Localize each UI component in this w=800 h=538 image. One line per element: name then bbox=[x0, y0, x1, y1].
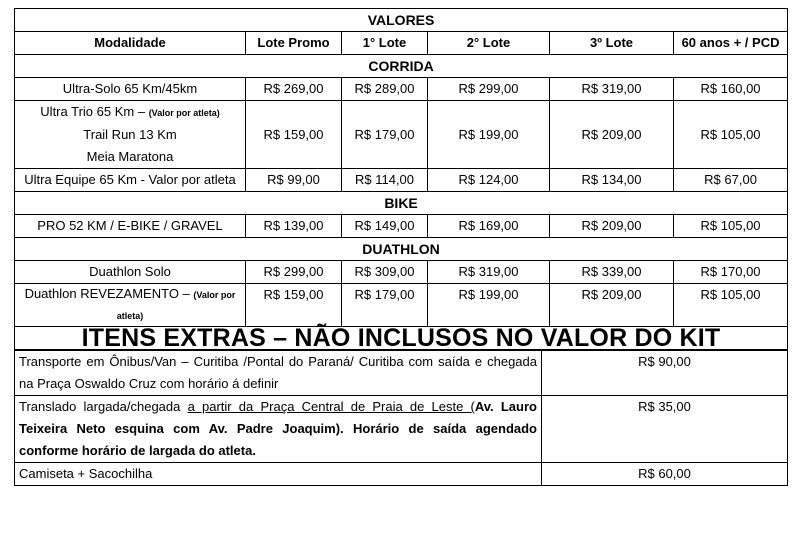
price-cell: R$ 169,00 bbox=[428, 215, 550, 238]
modality-name bbox=[15, 101, 246, 169]
extra-price: R$ 35,00 bbox=[542, 396, 788, 463]
price-cell: R$ 160,00 bbox=[674, 78, 788, 101]
price-cell: R$ 269,00 bbox=[246, 78, 342, 101]
section-bike: BIKE bbox=[15, 192, 788, 215]
modality-note: (Valor por atleta) bbox=[116, 290, 236, 321]
price-cell: R$ 319,00 bbox=[428, 261, 550, 284]
extra-description bbox=[15, 396, 542, 463]
extras-table bbox=[14, 350, 788, 486]
price-cell: R$ 134,00 bbox=[550, 169, 674, 192]
modality-line: Trail Run 13 Km bbox=[83, 127, 177, 142]
price-cell: R$ 209,00 bbox=[550, 284, 674, 327]
header-row bbox=[15, 32, 788, 55]
extra-desc-part: Translado largada/chegada bbox=[19, 399, 188, 414]
col-header: Lote Promo bbox=[246, 32, 342, 55]
price-cell: R$ 105,00 bbox=[674, 101, 788, 169]
price-cell: R$ 199,00 bbox=[428, 101, 550, 169]
price-cell: R$ 179,00 bbox=[342, 101, 428, 169]
price-sheet bbox=[14, 8, 787, 486]
price-cell: R$ 299,00 bbox=[428, 78, 550, 101]
extra-description: Camiseta + Sacochilha bbox=[15, 463, 542, 486]
price-cell: R$ 105,00 bbox=[674, 284, 788, 327]
col-header: Modalidade bbox=[15, 32, 246, 55]
section-corrida: CORRIDA bbox=[15, 55, 788, 78]
price-cell: R$ 139,00 bbox=[246, 215, 342, 238]
price-cell: R$ 149,00 bbox=[342, 215, 428, 238]
modality-main: Duathlon REVEZAMENTO – bbox=[24, 286, 190, 301]
modality-name bbox=[15, 284, 246, 327]
extras-title: ITENS EXTRAS – NÃO INCLUSOS NO VALOR DO KIT bbox=[15, 327, 788, 350]
price-cell: R$ 309,00 bbox=[342, 261, 428, 284]
price-cell: R$ 289,00 bbox=[342, 78, 428, 101]
price-cell: R$ 114,00 bbox=[342, 169, 428, 192]
modality-name: Duathlon Solo bbox=[15, 261, 246, 284]
price-cell: R$ 199,00 bbox=[428, 284, 550, 327]
table-row bbox=[15, 215, 788, 238]
extra-row bbox=[15, 463, 788, 486]
price-cell: R$ 67,00 bbox=[674, 169, 788, 192]
price-cell: R$ 179,00 bbox=[342, 284, 428, 327]
extra-desc-bold: Av. Lauro Teixeira Neto esquina com Av. Padre Joaquim). Horário de saída agendado conforme horário de largada do atleta. bbox=[19, 399, 537, 458]
extra-desc-underlined: a partir da Praça Central de Praia de Leste ( bbox=[187, 399, 475, 414]
modality-note: (Valor por atleta) bbox=[148, 108, 220, 118]
price-cell: R$ 105,00 bbox=[674, 215, 788, 238]
prices-table bbox=[14, 8, 788, 350]
price-cell: R$ 209,00 bbox=[550, 215, 674, 238]
col-header: 1° Lote bbox=[342, 32, 428, 55]
table-row bbox=[15, 78, 788, 101]
extra-row bbox=[15, 396, 788, 463]
price-cell: R$ 159,00 bbox=[246, 284, 342, 327]
price-cell: R$ 124,00 bbox=[428, 169, 550, 192]
extra-price: R$ 60,00 bbox=[542, 463, 788, 486]
col-header: 3º Lote bbox=[550, 32, 674, 55]
table-row bbox=[15, 169, 788, 192]
table-row bbox=[15, 284, 788, 327]
price-cell: R$ 209,00 bbox=[550, 101, 674, 169]
price-cell: R$ 159,00 bbox=[246, 101, 342, 169]
section-duathlon: DUATHLON bbox=[15, 238, 788, 261]
modality-main: Ultra Trio 65 Km – bbox=[40, 104, 146, 119]
price-cell: R$ 99,00 bbox=[246, 169, 342, 192]
col-header: 2° Lote bbox=[428, 32, 550, 55]
price-cell: R$ 299,00 bbox=[246, 261, 342, 284]
table-row bbox=[15, 101, 788, 169]
modality-name: PRO 52 KM / E-BIKE / GRAVEL bbox=[15, 215, 246, 238]
modality-name: Ultra Equipe 65 Km - Valor por atleta bbox=[15, 169, 246, 192]
extra-row bbox=[15, 351, 788, 396]
price-cell: R$ 170,00 bbox=[674, 261, 788, 284]
modality-name: Ultra-Solo 65 Km/45km bbox=[15, 78, 246, 101]
extra-price: R$ 90,00 bbox=[542, 351, 788, 396]
col-header: 60 anos + / PCD bbox=[674, 32, 788, 55]
price-cell: R$ 339,00 bbox=[550, 261, 674, 284]
table-title: VALORES bbox=[15, 9, 788, 32]
price-cell: R$ 319,00 bbox=[550, 78, 674, 101]
extra-description: Transporte em Ônibus/Van – Curitiba /Pontal do Paraná/ Curitiba com saída e chegada na Praça Oswaldo Cruz com horário á definir bbox=[15, 351, 542, 396]
modality-line: Meia Maratona bbox=[86, 149, 174, 164]
table-row bbox=[15, 261, 788, 284]
